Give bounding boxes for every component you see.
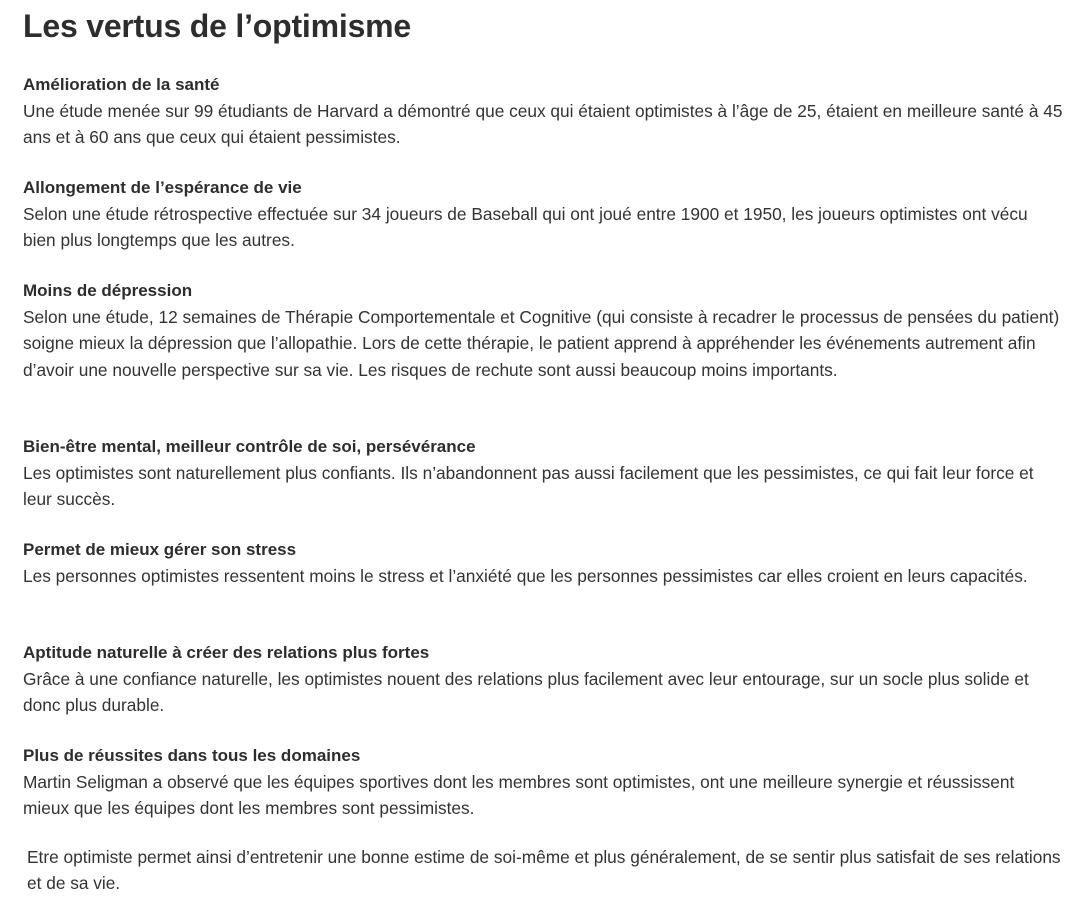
section-text: Martin Seligman a observé que les équipes sportives dont les membres sont optimistes, ont une meilleure synergie et réussissent mieux que les équipes dont les membres sont pessimistes. xyxy=(23,772,1015,819)
section-heading: Plus de réussites dans tous les domaines xyxy=(23,746,361,765)
section-heading: Moins de dépression xyxy=(23,281,193,300)
section-relations xyxy=(23,640,1063,719)
section-text: Les optimistes sont naturellement plus confiants. Ils n’abandonnent pas aussi facilement que les pessimistes, ce qui fait leur force et leur succès. xyxy=(23,463,1034,510)
section-wellbeing xyxy=(23,434,1063,513)
section-depression xyxy=(23,278,1063,383)
section-text: Selon une étude, 12 semaines de Thérapie Comportementale et Cognitive (qui consiste à recadrer le processus de pensées du patient) soigne mieux la dépression que l’allopathie. Lors de cette thérapie, le patient apprend à appréhender les événements autrement afin d’avoir une nouvelle perspective sur sa vie. Les risques de rechute sont aussi beaucoup moins importants. xyxy=(23,307,1060,380)
section-heading: Allongement de l’espérance de vie xyxy=(23,178,302,197)
section-stress xyxy=(23,537,1063,589)
section-heading: Amélioration de la santé xyxy=(23,75,220,94)
section-text: Selon une étude rétrospective effectuée sur 34 joueurs de Baseball qui ont joué entre 1900 et 1950, les joueurs optimistes ont vécu bien plus longtemps que les autres. xyxy=(23,204,1028,251)
section-success xyxy=(23,743,1063,822)
section-text: Les personnes optimistes ressentent moins le stress et l’anxiété que les personnes pessimistes car elles croient en leurs capacités. xyxy=(23,566,1028,586)
section-text: Une étude menée sur 99 étudiants de Harvard a démontré que ceux qui étaient optimistes à l’âge de 25, étaient en meilleure santé à 45 ans et à 60 ans que ceux qui étaient pessimistes. xyxy=(23,101,1063,148)
section-heading: Aptitude naturelle à créer des relations plus fortes xyxy=(23,643,430,662)
section-life-expectancy xyxy=(23,175,1063,254)
conclusion: Etre optimiste permet ainsi d’entretenir une bonne estime de soi-même et plus généralement, de se sentir plus satisfait de ses relations et de sa vie. xyxy=(27,847,1061,894)
section-text: Grâce à une confiance naturelle, les optimistes nouent des relations plus facilement avec leur entourage, sur un socle plus solide et donc plus durable. xyxy=(23,669,1029,716)
section-heading: Permet de mieux gérer son stress xyxy=(23,540,297,559)
section-health xyxy=(23,72,1063,151)
page-title: Les vertus de l’optimisme xyxy=(23,8,412,44)
section-heading: Bien-être mental, meilleur contrôle de soi, persévérance xyxy=(23,437,476,456)
